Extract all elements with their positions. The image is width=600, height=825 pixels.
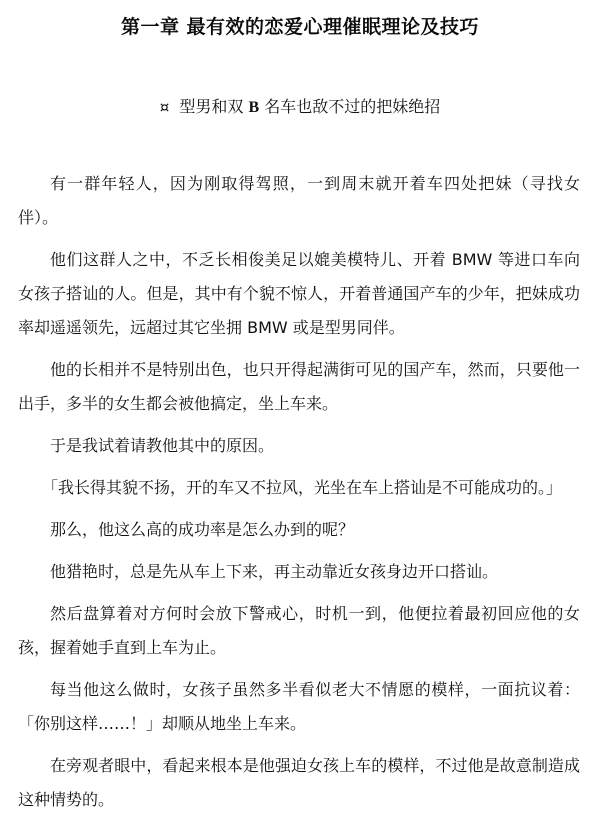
chapter-title: 第一章 最有效的恋爱心理催眠理论及技巧: [120, 16, 480, 38]
paragraph: 那么，他这么高的成功率是怎么办到的呢？: [50, 520, 355, 539]
section-title-part1: 型男和双: [179, 97, 249, 116]
paragraph: 他们这群人之中，不乏长相俊美足以媲美模特儿、开着 BMW 等进口车向女孩子搭讪的人。但是，其中有个貌不惊人，开着普通国产车的少年，把妹成功率却遥遥领先，远超过其它坐拥 BMW 或是型男同伴。: [18, 250, 580, 337]
body-text: [18, 167, 580, 825]
paragraph-quote: 「我长得其貌不扬，开的车又不拉风，光坐在车上搭讪是不可能成功的。」: [42, 478, 563, 497]
currency-bullet-icon: ¤: [159, 98, 170, 116]
section-title-latin: B: [248, 99, 260, 116]
section-title: [0, 94, 600, 117]
paragraph: 有一群年轻人，因为刚取得驾照，一到周末就开着车四处把妹（寻找女伴）。: [18, 174, 580, 227]
paragraph: 他猎艳时，总是先从车上下来，再主动靠近女孩身边开口搭讪。: [50, 562, 499, 581]
paragraph: 他的长相并不是特别出色，也只开得起满街可见的国产车，然而，只要他一出手，多半的女生都会被他搞定，坐上车来。: [18, 360, 580, 413]
paragraph: 在旁观者眼中，看起来根本是他强迫女孩上车的模样，不过他是故意制造成这种情势的。: [18, 756, 580, 809]
paragraph: 然后盘算着对方何时会放下警戒心，时机一到，他便拉着最初回应他的女孩，握着她手直到上车为止。: [18, 604, 580, 657]
paragraph: 每当他这么做时，女孩子虽然多半看似老大不情愿的模样，一面抗议着：「你别这样……！」却顺从地坐上车来。: [18, 680, 580, 733]
paragraph: 于是我试着请教他其中的原因。: [50, 436, 275, 455]
section-title-part2: 名车也敌不过的把妹绝招: [259, 97, 441, 116]
